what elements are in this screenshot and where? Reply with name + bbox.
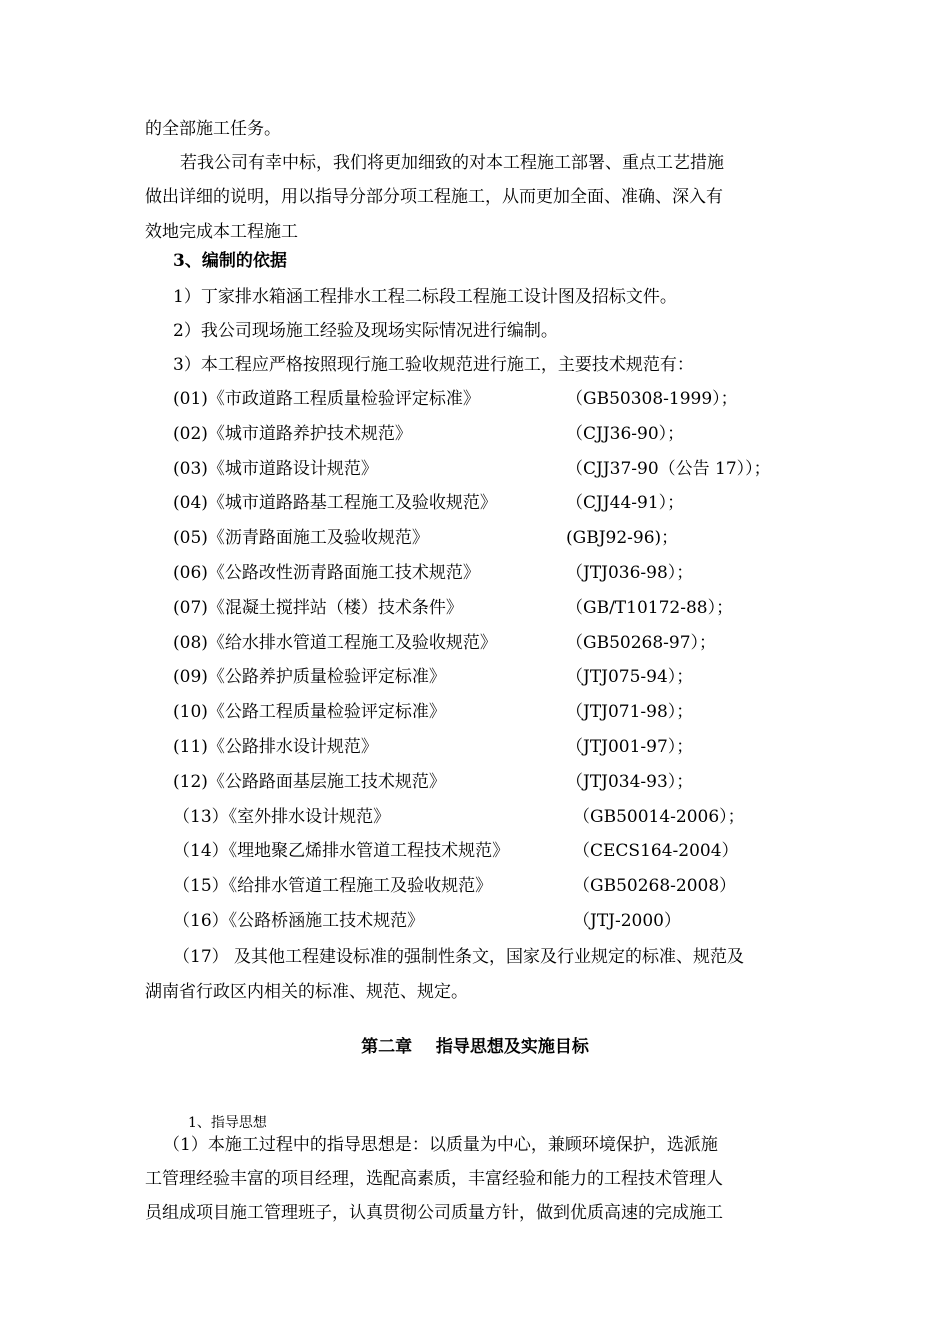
standard-row	[173, 388, 833, 410]
standard-name: （13）《室外排水设计规范》	[173, 806, 391, 827]
paragraph-line: （1）本施工过程中的指导思想是：以质量为中心，兼顾环境保护，选派施	[163, 1135, 718, 1155]
standard-code: （CJJ44-91）；	[566, 493, 685, 514]
chapter-title: 第二章 指导思想及实施目标	[361, 1037, 589, 1057]
standard-name: （14）《埋地聚乙烯排水管道工程技术规范》	[173, 841, 510, 862]
standard-code: (GBJ92-96)；	[566, 528, 679, 549]
standard-row	[173, 736, 833, 758]
standard-row	[173, 458, 833, 480]
standard-name: (06)《公路改性沥青路面施工技术规范》	[173, 563, 480, 583]
standard-name: (02)《城市道路养护技术规范》	[173, 423, 412, 444]
standard-code: （GB50268-97）；	[566, 632, 717, 653]
section-heading: 3、编制的依据	[173, 251, 287, 271]
standard-name: (12)《公路路面基层施工技术规范》	[173, 771, 446, 792]
standard-name: (08)《给水排水管道工程施工及验收规范》	[173, 632, 497, 653]
item-17-line-1: （17） 及其他工程建设标准的强制性条文，国家及行业规定的标准、规范及	[173, 947, 745, 967]
standard-row	[173, 423, 833, 445]
standard-row	[173, 910, 833, 932]
standard-name: (04)《城市道路路基工程施工及验收规范》	[173, 493, 497, 514]
standard-row	[173, 771, 833, 793]
standard-code: （JTJ071-98）；	[566, 702, 694, 723]
standard-code: （GB50308-1999）；	[566, 389, 738, 409]
standard-row	[173, 666, 833, 688]
standard-row	[173, 562, 833, 584]
standard-code: （GB/T10172-88）；	[566, 597, 734, 618]
standard-row	[173, 632, 833, 654]
paragraph-line: 效地完成本工程施工	[145, 222, 298, 242]
standard-code: （JTJ075-94）；	[566, 667, 694, 688]
standard-name: (11)《公路排水设计规范》	[173, 737, 378, 757]
standard-code: （JTJ-2000）	[573, 911, 681, 931]
paragraph-line: 若我公司有幸中标，我们将更加细致的对本工程施工部署、重点工艺措施	[180, 153, 724, 173]
standard-name: (01)《市政道路工程质量检验评定标准》	[173, 389, 480, 409]
standard-name: (10)《公路工程质量检验评定标准》	[173, 702, 446, 723]
standard-row	[173, 875, 833, 897]
standard-row	[173, 806, 833, 828]
standard-row	[173, 701, 833, 723]
basis-item-3: 3）本工程应严格按照现行施工验收规范进行施工，主要技术规范有：	[173, 355, 694, 375]
standard-name: （16）《公路桥涵施工技术规范》	[173, 911, 425, 931]
basis-item-2: 2）我公司现场施工经验及现场实际情况进行编制。	[173, 321, 558, 341]
subsection-heading: 1、指导思想	[188, 1115, 267, 1131]
standard-code: （CJJ36-90）；	[566, 423, 685, 444]
standard-code: （JTJ034-93）；	[566, 771, 694, 792]
standard-code: （CJJ37-90（公告 17））；	[566, 458, 771, 479]
standard-code: （JTJ036-98）；	[566, 563, 694, 583]
paragraph-line: 员组成项目施工管理班子，认真贯彻公司质量方针，做到优质高速的完成施工	[145, 1203, 723, 1223]
standard-name: (03)《城市道路设计规范》	[173, 458, 378, 479]
standard-code: （GB50014-2006）；	[573, 806, 745, 827]
paragraph-line: 做出详细的说明，用以指导分部分项工程施工，从而更加全面、准确、深入有	[145, 187, 723, 207]
standard-row	[173, 527, 833, 549]
standard-name: （15）《给排水管道工程施工及验收规范》	[173, 876, 493, 897]
standard-name: (05)《沥青路面施工及验收规范》	[173, 528, 429, 549]
standard-code: （CECS164-2004）	[573, 841, 739, 862]
standard-code: （JTJ001-97）；	[566, 737, 694, 757]
standard-row	[173, 840, 833, 862]
standard-name: (09)《公路养护质量检验评定标准》	[173, 667, 446, 688]
standard-name: (07)《混凝土搅拌站（楼）技术条件》	[173, 597, 463, 618]
standard-row	[173, 492, 833, 514]
paragraph-line: 的全部施工任务。	[145, 119, 281, 139]
paragraph-line: 工管理经验丰富的项目经理，选配高素质，丰富经验和能力的工程技术管理人	[145, 1169, 723, 1189]
standard-row	[173, 597, 833, 619]
basis-item-1: 1）丁家排水箱涵工程排水工程二标段工程施工设计图及招标文件。	[173, 287, 677, 307]
standard-code: （GB50268-2008）	[573, 876, 737, 897]
item-17-line-2: 湖南省行政区内相关的标准、规范、规定。	[145, 982, 468, 1002]
